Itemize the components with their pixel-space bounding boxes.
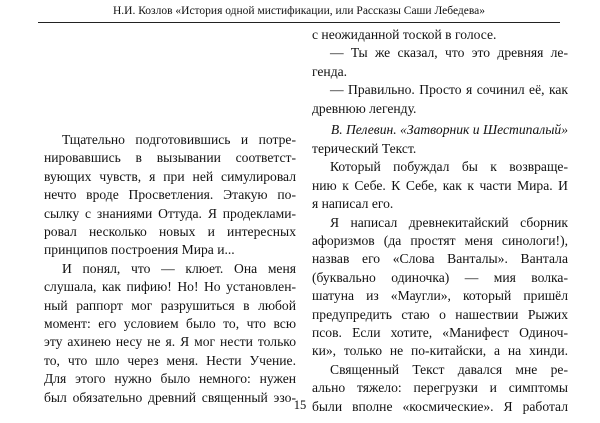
text-line: псов. Если хотите, «Манифест Одиноч- [312,325,568,340]
text-line: (буквально одиночка) — мия волка- [312,269,568,285]
text-line: Который побуждал бы к возвраще- [330,159,568,175]
text-line: с неожиданной тоской в голосе. [312,27,497,42]
text-line: афоризмов (да простят меня синологи!), [312,233,568,248]
text-line: предупредить стаю о нашествии Рыжих [312,306,568,322]
text-line: генда. [312,63,348,79]
text-line: то, что шло через меня. Нести Учение. [44,352,296,368]
epigraph: В. Пелевин. «Затворник и Шестипалый» [330,122,568,137]
text-line: слушала, как пифию! Но! Но установлен- [44,279,296,295]
text-line: был обязательно древний священный эзо- [44,389,296,405]
text-line: Для этого нужно было немного: нужен [44,371,296,387]
text-line: момент: его условием было то, что всю [44,316,296,331]
text-line: я написал его. [312,196,394,212]
page-number: 15 [293,398,307,412]
text-line: древнюю легенду. [312,100,417,116]
text-line: терический Текст. [312,141,417,156]
text-line: Священный Текст давался мне ре- [330,361,568,377]
running-header: Н.И. Козлов «История одной мистификации, или Рассказы Саши Лебедева» [112,5,486,17]
text-line: нировавшись в вызывании соответст- [44,150,296,166]
text-line: — Правильно. Просто я сочинил её, как [330,82,568,98]
text-line: ально тяжело: перегрузки и симптомы [312,380,568,396]
header-rule [38,22,560,23]
text-line: нечто вроде Просветления. Этакую по- [44,187,296,203]
text-line: эту ахинею несу не я. Я мог нести только [44,334,296,350]
text-line: нию к Себе. К Себе, как к части Мира. И [312,177,568,193]
text-line: назвав его «Слова Ванталы». Вантала [312,251,568,267]
text-line: принципов построения Мира и... [44,242,235,258]
text-line: были вполне «космические». Я работал [312,398,568,414]
text-line: вующих чувств, я при ней симулировал [44,168,296,184]
text-line: ки», только не по-китайски, а на хинди. [312,343,568,359]
text-line: — Ты же сказал, что это древняя ле- [330,45,568,61]
text-line: И понял, что — клюет. Она меня [62,260,296,276]
text-line: Я написал древнекитайский сборник [330,214,568,230]
text-line: ровал несколько новых и интересных [44,224,296,239]
text-line: шатуна из «Маугли», который пришёл [312,288,568,304]
text-line: ный раппорт мог разрушиться в любой [44,297,296,313]
text-line: Тщательно подготовившись и потре- [62,132,296,147]
text-line: сылку с знаниями Оттуда. Я продеклами- [44,205,296,221]
